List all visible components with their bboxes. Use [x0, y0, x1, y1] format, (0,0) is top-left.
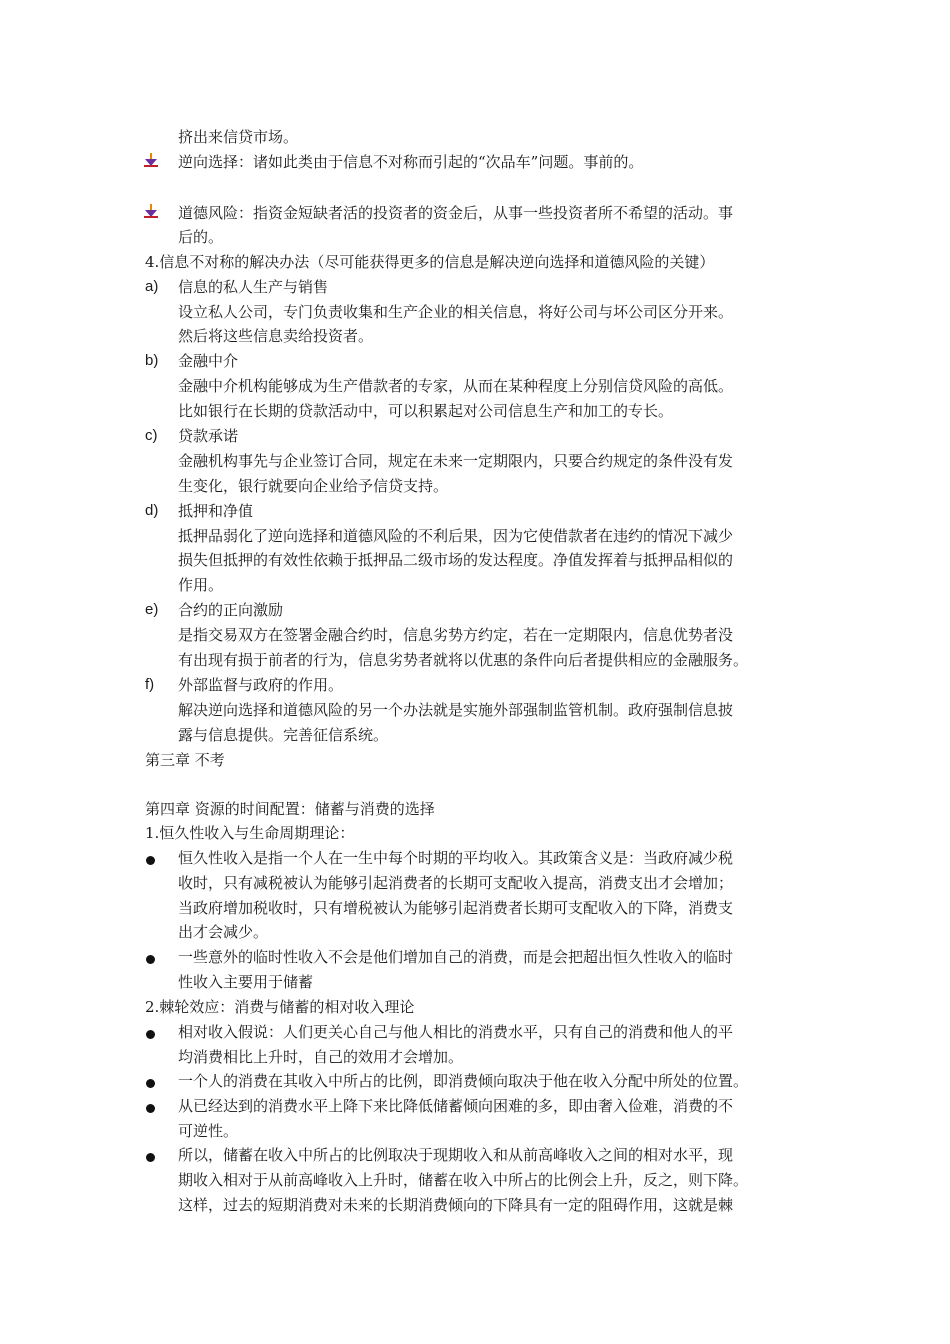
list-item-title: 贷款承诺: [178, 427, 239, 445]
paragraph-line: 抵押品弱化了逆向选择和道德风险的不利后果，因为它使借款者在违约的情况下减少: [178, 527, 734, 545]
chapter-heading: 第三章 不考: [145, 751, 225, 769]
paragraph-line: 生变化，银行就要向企业给予信贷支持。: [178, 477, 449, 495]
dot-bullet-icon: [146, 1153, 155, 1162]
section-heading: 4.信息不对称的解决办法（尽可能获得更多的信息是解决逆向选择和道德风险的关键）: [145, 253, 715, 271]
chapter-heading: 第四章 资源的时间配置：储蓄与消费的选择: [145, 800, 435, 818]
dot-bullet-icon: [146, 1079, 155, 1088]
paragraph-line: 有出现有损于前者的行为，信息劣势者就将以优惠的条件向后者提供相应的金融服务。: [178, 651, 749, 669]
dot-bullet-icon: [146, 955, 155, 964]
list-marker: a): [145, 278, 159, 295]
paragraph-line: 所以，储蓄在收入中所占的比例取决于现期收入和从前高峰收入之间的相对水平，现: [178, 1146, 734, 1164]
paragraph-line: 期收入相对于从前高峰收入上升时，储蓄在收入中所占的比例会上升，反之，则下降。: [178, 1171, 749, 1189]
paragraph-line: 一些意外的临时性收入不会是他们增加自己的消费，而是会把超出恒久性收入的临时: [178, 948, 734, 966]
paragraph-line: 均消费相比上升时，自己的效用才会增加。: [178, 1048, 464, 1066]
paragraph-line: 作用。: [178, 576, 224, 594]
dot-bullet-icon: [146, 1104, 155, 1113]
dot-bullet-icon: [146, 856, 155, 865]
paragraph-line: 当政府增加税收时，只有增税被认为能够引起消费者长期可支配收入的下降，消费支: [178, 899, 734, 917]
list-marker: e): [145, 601, 159, 618]
paragraph-line: 是指交易双方在签署金融合约时，信息劣势方约定，若在一定期限内，信息优势者没: [178, 626, 734, 644]
paragraph-line: 然后将这些信息卖给投资者。: [178, 327, 374, 345]
paragraph-line: 挤出来信贷市场。: [178, 128, 299, 146]
section-heading: 2.棘轮效应：消费与储蓄的相对收入理论: [145, 998, 415, 1016]
paragraph-line: 设立私人公司，专门负责收集和生产企业的相关信息，将好公司与坏公司区分开来。: [178, 303, 734, 321]
paragraph-line: 金融中介机构能够成为生产借款者的专家，从而在某种程度上分别信贷风险的高低。: [178, 377, 734, 395]
section-heading: 1.恒久性收入与生命周期理论：: [145, 824, 355, 842]
paragraph-line: 性收入主要用于储蓄: [178, 973, 314, 991]
list-marker: f): [145, 676, 155, 693]
arrow-bullet-icon: [143, 203, 159, 219]
paragraph-line: 损失但抵押的有效性依赖于抵押品二级市场的发达程度。净值发挥着与抵押品相似的: [178, 551, 734, 569]
paragraph-line: 一个人的消费在其收入中所占的比例，即消费倾向取决于他在收入分配中所处的位置。: [178, 1072, 749, 1090]
paragraph-line: 比如银行在长期的贷款活动中，可以积累起对公司信息生产和加工的专长。: [178, 402, 674, 420]
list-item-title: 合约的正向激励: [178, 601, 284, 619]
dot-bullet-icon: [146, 1030, 155, 1039]
paragraph-line: 道德风险：指资金短缺者活的投资者的资金后，从事一些投资者所不希望的活动。事: [178, 204, 734, 222]
paragraph-line: 恒久性收入是指一个人在一生中每个时期的平均收入。其政策含义是：当政府减少税: [178, 849, 734, 867]
paragraph-line: 解决逆向选择和道德风险的另一个办法就是实施外部强制监管机制。政府强制信息披: [178, 701, 734, 719]
list-item-title: 信息的私人生产与销售: [178, 278, 329, 296]
list-item-title: 外部监督与政府的作用。: [178, 676, 344, 694]
paragraph-line: 收时，只有减税被认为能够引起消费者的长期可支配收入提高，消费支出才会增加；: [178, 874, 734, 892]
list-marker: b): [145, 352, 159, 369]
paragraph-line: 后的。: [178, 228, 224, 246]
paragraph-line: 逆向选择：诸如此类由于信息不对称而引起的“次品车”问题。事前的。: [178, 153, 644, 171]
paragraph-line: 这样，过去的短期消费对未来的长期消费倾向的下降具有一定的阻碍作用，这就是棘: [178, 1196, 734, 1214]
paragraph-line: 露与信息提供。完善征信系统。: [178, 726, 389, 744]
paragraph-line: 金融机构事先与企业签订合同，规定在未来一定期限内，只要合约规定的条件没有发: [178, 452, 734, 470]
paragraph-line: 相对收入假说：人们更关心自己与他人相比的消费水平，只有自己的消费和他人的平: [178, 1023, 734, 1041]
list-item-title: 抵押和净值: [178, 502, 254, 520]
paragraph-line: 出才会减少。: [178, 923, 269, 941]
arrow-bullet-icon: [143, 152, 159, 168]
list-marker: d): [145, 502, 159, 519]
paragraph-line: 从已经达到的消费水平上降下来比降低储蓄倾向困难的多，即由奢入俭难，消费的不: [178, 1097, 734, 1115]
paragraph-line: 可逆性。: [178, 1122, 239, 1140]
list-item-title: 金融中介: [178, 352, 239, 370]
list-marker: c): [145, 427, 158, 444]
